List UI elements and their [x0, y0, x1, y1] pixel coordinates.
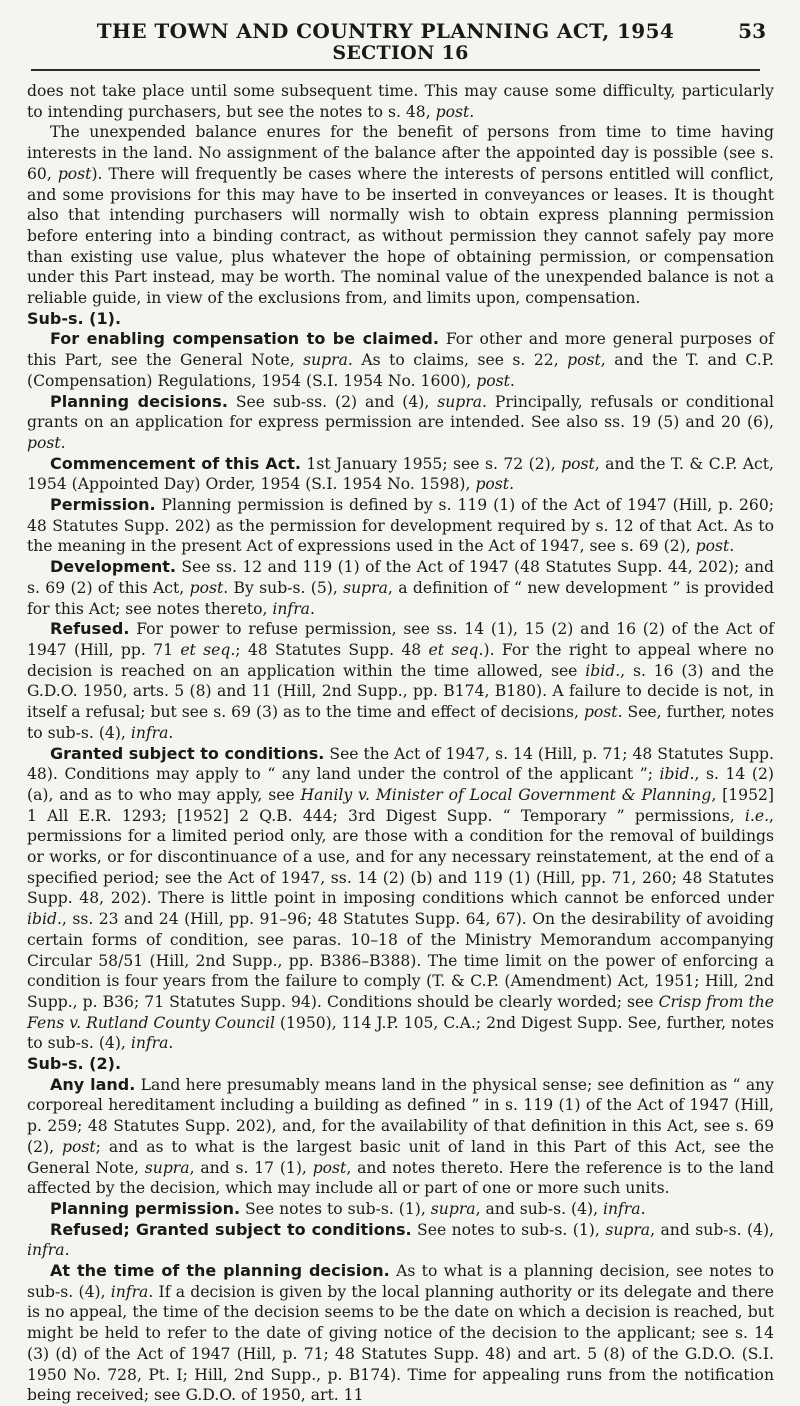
- text-run: .: [469, 102, 475, 121]
- note-paragraph: [27, 454, 774, 495]
- italic-text: post: [567, 351, 601, 370]
- italic-text: post: [189, 578, 224, 597]
- italic-text: ibid.: [659, 765, 695, 784]
- note-heading: Planning decisions.: [50, 391, 228, 411]
- italic-text: infra: [130, 1034, 169, 1053]
- text-run: . If a decision is given by the local planning authority or its delegate and there is no appeal, the time of the decision seems to be the date on which a decision is reached, but might be held to refer to the date of giving notice of the decision to the applicant; see s. 14 (3) (d) of the Act of 1947 (Hill, p. 71; 48 Statutes Supp. 48) and art. 5 (8) of the G.D.O. (S.I. 1950 No. 728, Pt. I; Hill, 2nd Supp., p. B174). Time for appealing runs from the notification being received; see G.D.O. of 1950, art. 11: [27, 1282, 774, 1405]
- running-head-title: THE TOWN AND COUNTRY PLANNING ACT, 1954: [96, 19, 675, 43]
- italic-text: infra: [603, 1199, 641, 1218]
- text-run: , s. 14 (2) (a), and as to who may apply, see: [27, 765, 775, 804]
- text-run: The unexpended balance enures for the benefit of persons from time to time having interests in the land. No assignment of the balance after the appointed day is possible (see s. 60,: [27, 123, 774, 183]
- note-heading: At the time of the planning decision.: [50, 1261, 390, 1281]
- note-paragraph: [27, 1261, 774, 1406]
- note-paragraph: [27, 1075, 774, 1199]
- italic-text: i.e.: [744, 806, 770, 825]
- text-run: , ss. 23 and 24 (Hill, pp. 91–96; 48 Statutes Supp. 64, 67). On the desirability of avoiding certain forms of condition, see paras. 10–18 of the Ministry Memorandum accompanying Circular 58/51 (Hill, 2nd Supp., pp. B386–B388). The time limit on the power of enforcing a condition is four years from the failure to comply (T. & C.P. (Amendment) Act, 1951; Hill, 2nd Supp., p. B36; 71 Statutes Supp. 94). Conditions should be clearly worded; see: [27, 910, 774, 1011]
- italic-text: Crisp from the Fens v. Rutland County Council: [27, 992, 774, 1032]
- page-number: 53: [738, 19, 766, 43]
- text-run: , and the T. & C.P. Act, 1954 (Appointed Day) Order, 1954 (S.I. 1954 No. 1598),: [27, 454, 774, 494]
- text-run: 1st January 1955; see s. 72 (2),: [300, 454, 562, 473]
- note-heading: Refused.: [50, 619, 130, 639]
- section-heading: SECTION 16: [332, 42, 469, 64]
- note-paragraph: [27, 392, 774, 454]
- text-run: .: [60, 433, 66, 452]
- text-run: .: [640, 1199, 646, 1218]
- note-heading: Commencement of this Act.: [50, 453, 301, 473]
- text-run: See notes to sub-s. (1),: [411, 1220, 606, 1239]
- text-run: .: [509, 475, 515, 494]
- note-heading: Any land.: [50, 1074, 136, 1094]
- text-run: .: [64, 1241, 70, 1260]
- text-run: Land here presumably means land in the physical sense; see definition as “ any corporeal hereditament including a building as defined ” in s. 119 (1) of the Act of 1947 (Hill, p. 259; 48 Statutes Supp. 202), and, for the availability of that definition in this Act, see s. 69 (2),: [27, 1075, 774, 1156]
- text-run: . See, further, notes to sub-s. (4),: [27, 703, 774, 742]
- note-paragraph: [27, 744, 774, 1055]
- paragraph: [27, 81, 774, 122]
- italic-text: infra: [272, 599, 310, 618]
- running-head: [27, 20, 774, 64]
- text-run: , [1952] 1 All E.R. 1293; [1952] 2 Q.B. 444; 3rd Digest Supp. “ Temporary ” permissions,: [27, 785, 774, 825]
- note-heading: Planning permission.: [50, 1198, 241, 1218]
- note-heading: Permission.: [50, 495, 156, 515]
- italic-text: post: [435, 102, 470, 121]
- text-run: . By sub-s. (5),: [223, 578, 344, 597]
- italic-text: et seq.: [428, 640, 484, 659]
- note-heading: Refused; Granted subject to conditions.: [50, 1219, 412, 1239]
- text-run: For power to refuse permission, see ss. 14 (1), 15 (2) and 16 (2) of the Act of 1947 (Hill, pp. 71: [27, 620, 774, 659]
- italic-text: ibid.: [585, 661, 621, 680]
- text-run: , a definition of “ new development ” is provided for this Act; see notes thereto,: [27, 578, 775, 618]
- text-run: .: [309, 599, 315, 618]
- text-run: See the Act of 1947, s. 14 (Hill, p. 71; 48 Statutes Supp. 48). Conditions may apply to “ any land under the control of the applicant ”;: [27, 744, 774, 784]
- text-run: (1950), 114 J.P. 105, C.A.; 2nd Digest Supp. See, further, notes to sub-s. (4),: [27, 1013, 774, 1053]
- text-run: , and the T. and C.P. (Compensation) Regulations, 1954 (S.I. 1954 No. 1600),: [27, 351, 775, 390]
- text-run: does not take place until some subsequent time. This may cause some difficulty, particularly to intending purchasers, but see the notes to s. 48,: [27, 82, 774, 121]
- text-run: .: [729, 537, 735, 556]
- text-run: See notes to sub-s. (1),: [240, 1199, 431, 1218]
- text-run: . Principally, refusals or conditional grants on an application for express permission are intended. See also ss. 19 (5) and 20 (6),: [27, 392, 774, 432]
- italic-text: post: [583, 703, 618, 722]
- text-run: See sub-ss. (2) and (4),: [227, 392, 438, 411]
- italic-text: post: [312, 1158, 347, 1177]
- text-run: ). There will frequently be cases where the interests of persons entitled will conflict, and some provisions for this may have to be inserted in conveyances or leases. It is thought also that intending purchasers will normally wish to obtain express planning permission before entering into a binding contract, as without permission they cannot safely pay more than existing use value, plus whatever the hope of obtaining permission, or compensation under this Part instead, may be worth. The nominal value of the unexpended balance is not a reliable guide, in view of the exclusions from, and limits upon, compensation.: [27, 164, 774, 308]
- text-run: , and s. 17 (1),: [189, 1158, 313, 1177]
- text-run: For other and more general purposes of this Part, see the General Note,: [27, 330, 775, 370]
- text-run: Planning permission is defined by s. 119 (1) of the Act of 1947 (Hill, p. 260; 48 Statutes Supp. 202) as the permission for development required by s. 12 of that Act. As to the meaning in the present Act of expressions used in the Act of 1947, see s. 69 (2),: [27, 496, 774, 556]
- header-rule: [31, 69, 760, 71]
- text-run: . As to claims, see s. 22,: [347, 351, 568, 370]
- italic-text: supra: [437, 392, 483, 411]
- italic-text: infra: [130, 723, 169, 742]
- text-run: See ss. 12 and 119 (1) of the Act of 1947 (48 Statutes Supp. 44, 202); and s. 69 (2) of this Act,: [27, 558, 774, 597]
- italic-text: supra: [605, 1220, 651, 1239]
- italic-text: infra: [27, 1241, 65, 1260]
- note-heading: For enabling compensation to be claimed.: [50, 329, 439, 349]
- commentary-body: [27, 81, 774, 1406]
- text-run: .: [168, 1034, 174, 1053]
- note-heading: Development.: [50, 557, 176, 577]
- italic-text: post: [561, 454, 595, 473]
- italic-text: supra: [303, 351, 348, 370]
- note-paragraph: [27, 495, 774, 557]
- note-paragraph: [27, 1199, 774, 1220]
- note-paragraph: [27, 329, 774, 391]
- text-run: ; and as to what is the largest basic unit of land in this Part of this Act, see the General Note,: [27, 1137, 774, 1177]
- italic-text: infra: [110, 1282, 149, 1301]
- subsection-heading: Sub-s. (1).: [27, 308, 122, 328]
- italic-text: post: [695, 537, 730, 556]
- text-run: , and sub-s. (4),: [650, 1220, 775, 1239]
- italic-text: supra: [343, 578, 388, 597]
- note-heading: Granted subject to conditions.: [50, 743, 325, 763]
- text-run: ; 48 Statutes Supp. 48: [235, 640, 429, 659]
- text-run: , and notes thereto. Here the reference is to the land affected by the decision, which may include all or part of one or more such units.: [27, 1158, 774, 1198]
- italic-text: post: [27, 433, 61, 452]
- note-paragraph: [27, 557, 774, 619]
- italic-text: Hanily v. Minister of Local Government & Planning: [300, 785, 712, 804]
- italic-text: post: [475, 475, 510, 494]
- text-run: , s. 16 (3) and the G.D.O. 1950, arts. 5 (8) and 11 (Hill, 2nd Supp., pp. B174, B180). A failure to decide is not, in itself a refusal; but see s. 69 (3) as to the time and effect of decisions,: [27, 661, 774, 722]
- italic-text: post: [57, 164, 92, 183]
- text-run: , and sub-s. (4),: [475, 1199, 603, 1218]
- subsection-heading: Sub-s. (2).: [27, 1054, 122, 1074]
- note-paragraph: [27, 619, 774, 743]
- text-run: As to what is a planning decision, see notes to sub-s. (4),: [27, 1262, 774, 1301]
- text-run: ). For the right to appeal where no decision is reached on an application within the time allowed, see: [27, 640, 774, 680]
- italic-text: supra: [430, 1199, 476, 1218]
- text-run: .: [168, 723, 174, 742]
- text-run: , permissions for a limited period only, are those with a condition for the removal of buildings or works, or for discontinuance of a use, and for any necessary reinstatement, at the end of a specified period; see the Act of 1947, ss. 14 (2) (b) and 119 (1) (Hill, pp. 71, 260; 48 Statutes Supp. 48, 202). There is little point in imposing conditions which cannot be enforced under: [27, 806, 774, 908]
- paragraph: [27, 122, 774, 308]
- text-run: .: [509, 371, 515, 390]
- italic-text: ibid.: [27, 910, 62, 929]
- italic-text: post: [476, 371, 510, 390]
- note-paragraph: [27, 1220, 774, 1261]
- italic-text: post: [62, 1137, 96, 1156]
- italic-text: supra: [144, 1158, 190, 1177]
- italic-text: et seq.: [180, 640, 236, 659]
